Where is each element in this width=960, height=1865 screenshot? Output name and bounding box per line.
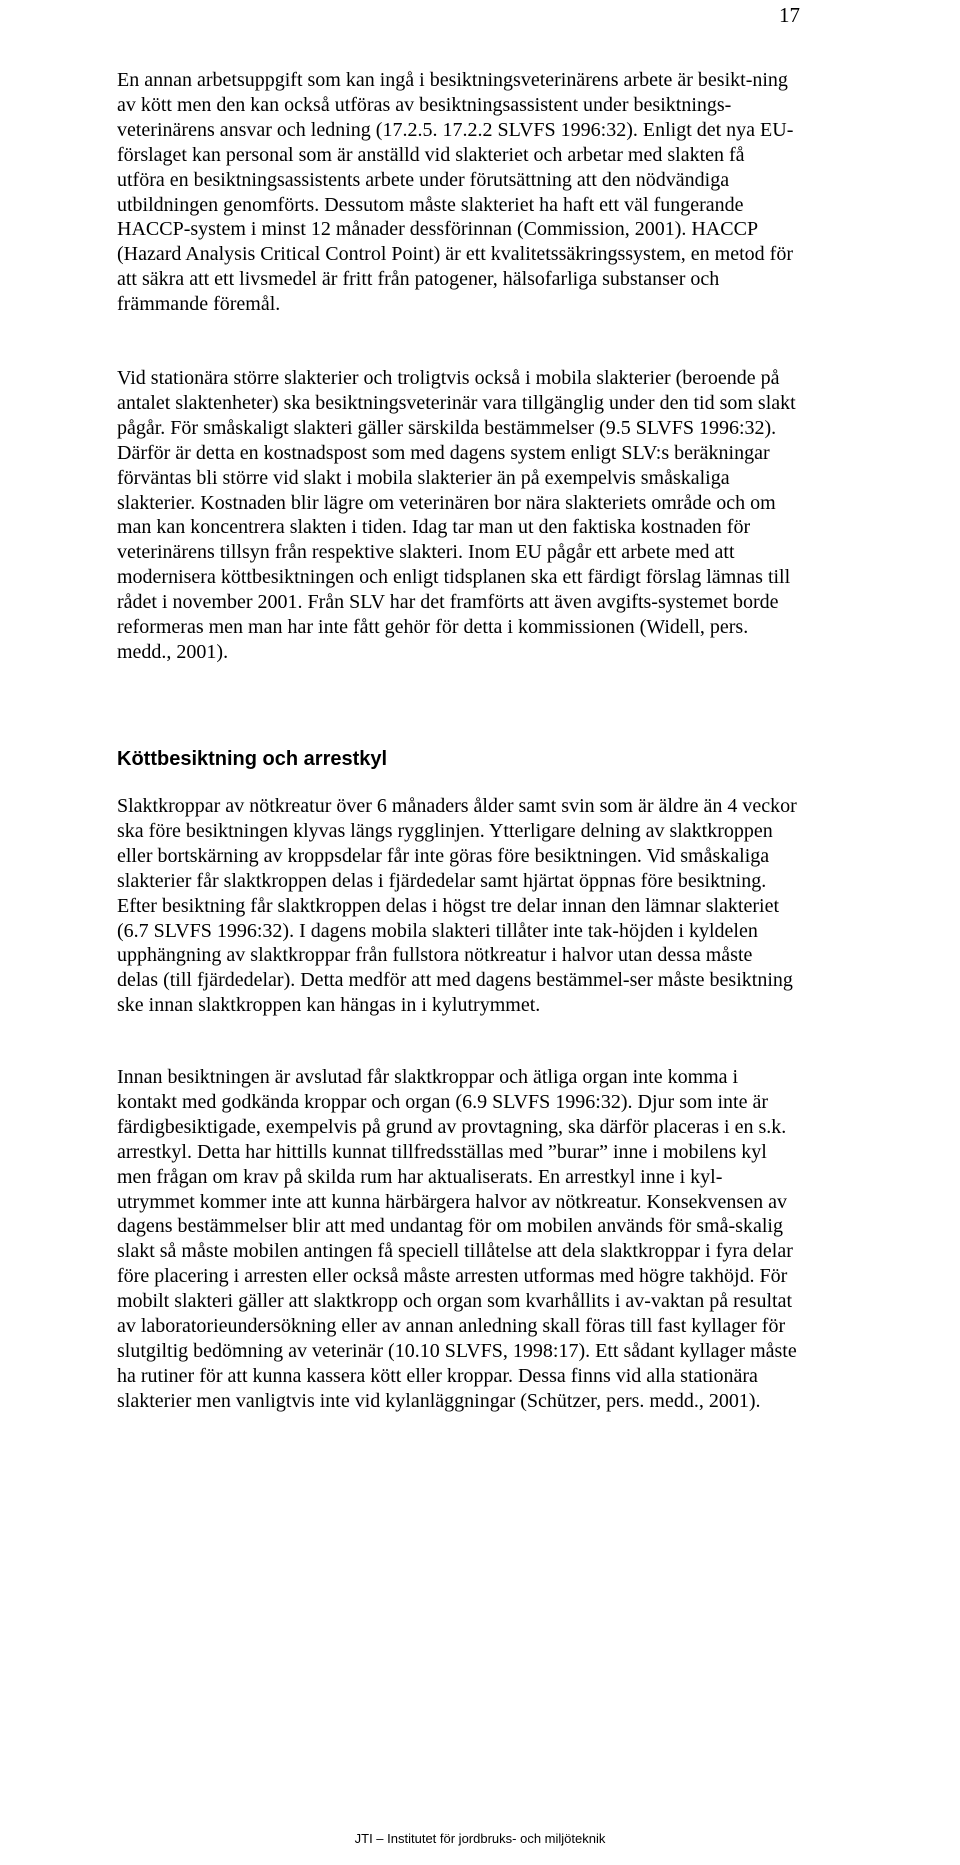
page-number: 17 [779,3,800,27]
section-heading: Köttbesiktning och arrestkyl [117,748,388,770]
paragraph-veterinarian-costs: Vid stationära större slakterier och troligtvis också i mobila slakterier (beroende på antalet slaktenheter) ska besiktningsveterinär vara tillgänglig under den tid som slakt pågår. För småskaligt slakteri gäller särskilda bestämmelser (9.5 SLVFS 1996:32). Därför är detta en kostnadspost som med dagens system enligt SLV:s beräkningar förväntas bli större vid slakt i mobila slakterier än på exempelvis småskaliga slakterier. Kostnaden blir lägre om veterinären bor nära slakteriets område och om man kan koncentrera slakten i tiden. Idag tar man ut den faktiska kostnaden för veterinärens tillsyn från respektive slakteri. Inom EU pågår ett arbete med att modernisera köttbesiktningen och enligt tidsplanen ska ett färdigt förslag lämnas till rådet i november 2001. Från SLV har det framförts att även avgifts-systemet borde reformeras men man har inte fått gehör för detta i kommissionen (Widell, pers. medd., 2001). [117,367,796,663]
paragraph-carcass-splitting: Slaktkroppar av nötkreatur över 6 månaders ålder samt svin som är äldre än 4 veckor ska före besiktningen klyvas längs rygglinjen. Ytterligare delning av slaktkroppen eller bortskärning av kroppsdelar får inte göras före besiktningen. Vid småskaliga slakterier får slaktkroppen delas i fjärdedelar samt hjärtat öppnas före besiktning. Efter besiktning får slaktkroppen delas i högst tre delar innan den lämnar slakteriet (6.7 SLVFS 1996:32). I dagens mobila slakteri tillåter inte tak-höjden i kyldelen upphängning av slaktkroppar från fullstora nötkreatur i halvor utan dessa måste delas (till fjärdedelar). Detta medför att med dagens bestämmel-ser måste besiktning ske innan slaktkroppen kan hängas in i kylutrymmet. [117,795,797,1017]
paragraph-meat-inspection-staff: En annan arbetsuppgift som kan ingå i besiktningsveterinärens arbete är besikt-ning av kött men den kan också utföras av besiktningsassistent under besiktnings-veterinärens ansvar och ledning (17.2.5. 17.2.2 SLVFS 1996:32). Enligt det nya EU-förslaget kan personal som är anställd vid slakteriet och arbetar med slakten få utföra en besiktningsassistents arbete under förutsättning att den nödvändiga utbildningen genomförts. Dessutom måste slakteriet ha haft ett väl fungerande HACCP-system i minst 12 månader dessförinnan (Commission, 2001). HACCP (Hazard Analysis Critical Control Point) är ett kvalitetssäkringssystem, en metod för att säkra att ett livsmedel är fritt från patogener, hälsofarliga substanser och främmande föremål. [117,69,794,316]
page-footer: JTI – Institutet för jordbruks- och miljöteknik [354,1831,606,1846]
paragraph-detention-cooler: Innan besiktningen är avslutad får slaktkroppar och ätliga organ inte komma i kontakt med godkända kroppar och organ (6.9 SLVFS 1996:32). Djur som inte är färdigbesiktigade, exempelvis på grund av provtagning, ska därför placeras i en s.k. arrestkyl. Detta har hittills kunnat tillfredsställas med ”burar” inne i mobilens kyl men frågan om krav på skilda rum har aktualiserats. En arrestkyl inne i kyl-utrymmet kommer inte att kunna härbärgera halvor av nötkreatur. Konsekvensen av dagens bestämmelser blir att med undantag för om mobilen används för små-skalig slakt så måste mobilen antingen få speciell tillåtelse att dela slaktkroppar i fyra delar före placering i arresten eller också måste arresten utformas med högre takhöjd. För mobilt slakteri gäller att slaktkropp och organ som kvarhållits i av-vaktan på resultat av laboratorieundersökning eller av annan anledning skall föras till fast kyllager för slutgiltig bedömning av veterinär (10.10 SLVFS, 1998:17). Ett sådant kyllager måste ha rutiner för att kunna kassera kött eller kroppar. Dessa finns vid alla stationära slakterier men vanligtvis inte vid kylanläggningar (Schützer, pers. medd., 2001). [117,1066,797,1412]
